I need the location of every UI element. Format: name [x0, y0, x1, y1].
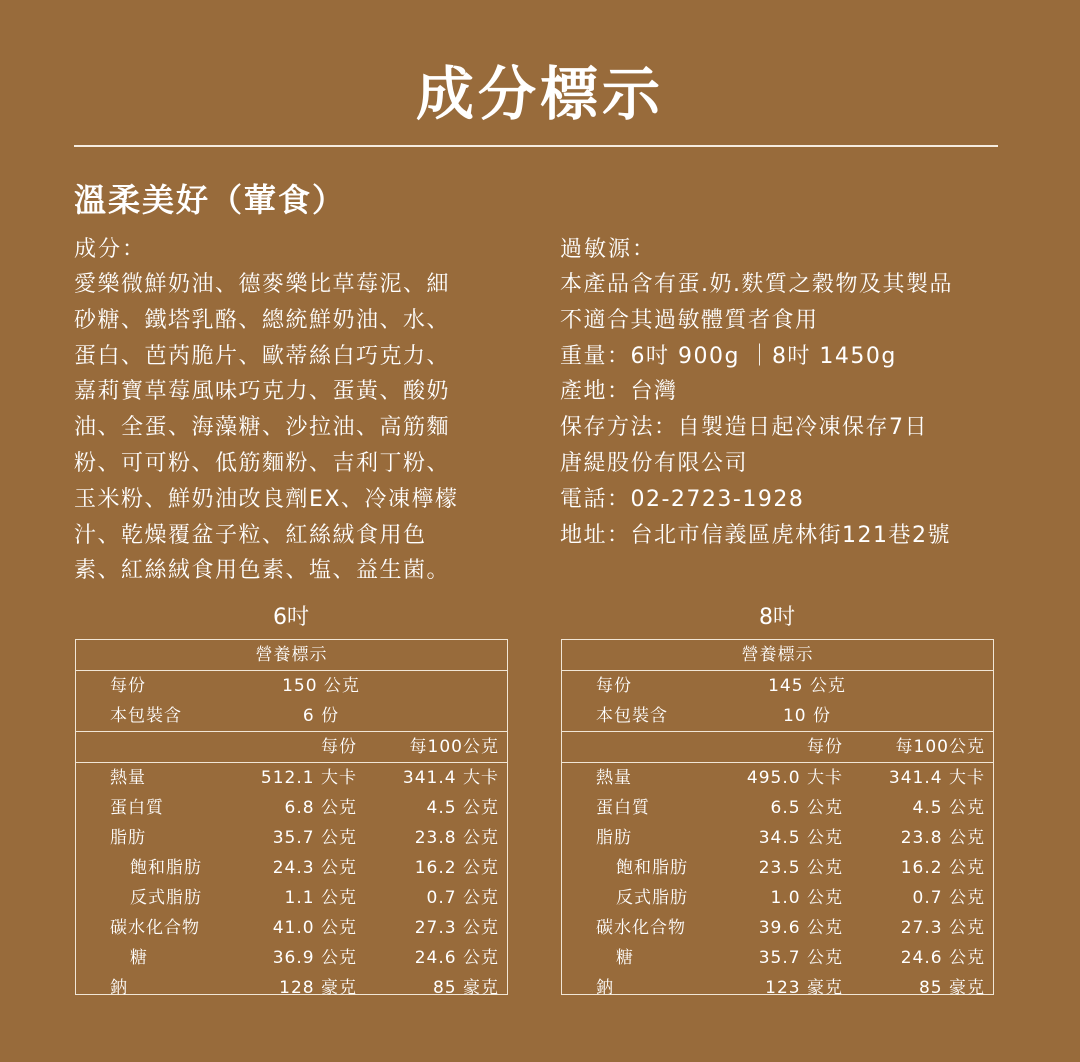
nutrient-name: 飽和脂肪	[616, 858, 688, 878]
pack-row	[76, 701, 507, 732]
per-serving-value: 23.5 公克	[758, 858, 843, 878]
nutrient-name: 飽和脂肪	[130, 858, 202, 878]
per-100g-value: 85 豪克	[432, 978, 499, 998]
per-100g-value: 16.2 公克	[900, 858, 985, 878]
serving-value: 150 公克	[282, 676, 360, 696]
per-100g-value: 0.7 公克	[426, 888, 499, 908]
origin-line: 產地：台灣	[560, 379, 678, 405]
per-serving-value: 512.1 大卡	[260, 768, 357, 788]
pack-label: 本包裝含	[110, 706, 182, 726]
table-row	[76, 913, 507, 943]
product-name: 溫柔美好（葷食）	[74, 181, 347, 219]
per-100g-value: 27.3 公克	[414, 918, 499, 938]
per-100g-value: 24.6 公克	[414, 948, 499, 968]
per-100g-value: 85 豪克	[918, 978, 985, 998]
allergen-section	[560, 233, 1020, 553]
table-row	[76, 793, 507, 823]
per-serving-value: 36.9 公克	[272, 948, 357, 968]
nutrient-name: 熱量	[596, 768, 632, 788]
table-row	[76, 823, 507, 853]
table-row	[76, 943, 507, 973]
table-row	[562, 943, 993, 973]
per-100g-header: 每100公克	[409, 737, 499, 757]
nutrition-table-8	[561, 639, 994, 998]
per-100g-value: 27.3 公克	[900, 918, 985, 938]
serving-row	[562, 671, 993, 701]
per-serving-value: 34.5 公克	[758, 828, 843, 848]
ingredients-line: 蛋白、芭芮脆片、歐蒂絲白巧克力、	[74, 343, 451, 369]
allergen-line: 本產品含有蛋.奶.麩質之穀物及其製品	[560, 272, 953, 297]
ingredients-line: 汁、乾燥覆盆子粒、紅絲絨食用色	[74, 522, 427, 548]
table-row	[562, 883, 993, 913]
nutrient-name: 反式脂肪	[616, 888, 688, 908]
serving-label: 每份	[110, 676, 146, 696]
nutrient-name: 脂肪	[110, 828, 146, 848]
ingredients-line: 粉、可可粉、低筋麵粉、吉利丁粉、	[74, 450, 451, 476]
per-100g-value: 4.5 公克	[426, 798, 499, 818]
nutrient-name: 糖	[616, 948, 634, 968]
per-serving-header: 每份	[321, 737, 357, 757]
per-serving-header: 每份	[807, 737, 843, 757]
ingredients-line: 素、紅絲絨食用色素、塩、益生菌。	[74, 558, 451, 584]
per-100g-value: 16.2 公克	[414, 858, 499, 878]
per-100g-value: 23.8 公克	[414, 828, 499, 848]
column-header-row	[562, 732, 993, 763]
ingredients-line: 愛樂微鮮奶油、德麥樂比草莓泥、細	[74, 272, 451, 297]
company-name: 唐緹股份有限公司	[560, 450, 749, 476]
serving-label: 每份	[596, 676, 632, 696]
serving-row	[76, 671, 507, 701]
ingredients-section	[74, 233, 514, 589]
table-row	[76, 883, 507, 913]
title-divider	[74, 145, 998, 147]
table-row	[562, 823, 993, 853]
per-100g-value: 341.4 大卡	[888, 768, 985, 788]
table-row	[562, 793, 993, 823]
nutrient-name: 鈉	[596, 978, 614, 998]
nutrition-header: 營養標示	[76, 640, 507, 671]
page-title: 成分標示	[415, 60, 664, 128]
per-serving-value: 128 豪克	[279, 978, 357, 998]
per-serving-value: 35.7 公克	[758, 948, 843, 968]
nutrition-table-6	[75, 639, 508, 998]
allergen-heading: 過敏源：	[560, 237, 657, 262]
table-row	[76, 973, 507, 1003]
size-label-6: 6吋	[273, 605, 309, 630]
table-row	[76, 853, 507, 883]
nutrient-name: 熱量	[110, 768, 146, 788]
nutrient-name: 鈉	[110, 978, 128, 998]
column-header-row	[76, 732, 507, 763]
per-100g-value: 24.6 公克	[900, 948, 985, 968]
per-serving-value: 1.1 公克	[284, 888, 357, 908]
nutrient-name: 碳水化合物	[596, 918, 686, 938]
serving-value: 145 公克	[768, 676, 846, 696]
pack-value: 6 份	[302, 706, 340, 726]
per-100g-value: 4.5 公克	[912, 798, 985, 818]
nutrient-name: 碳水化合物	[110, 918, 200, 938]
per-100g-header: 每100公克	[895, 737, 985, 757]
table-row	[562, 973, 993, 1003]
size-label-8: 8吋	[759, 605, 795, 630]
pack-value: 10 份	[782, 706, 832, 726]
ingredients-heading: 成分：	[74, 237, 147, 262]
pack-label: 本包裝含	[596, 706, 668, 726]
ingredients-line: 嘉莉寶草莓風味巧克力、蛋黃、酸奶	[74, 379, 451, 405]
per-serving-value: 24.3 公克	[272, 858, 357, 878]
table-row	[562, 853, 993, 883]
per-100g-value: 341.4 大卡	[402, 768, 499, 788]
per-100g-value: 0.7 公克	[912, 888, 985, 908]
nutrient-name: 蛋白質	[110, 798, 164, 818]
phone-line: 電話：02-2723-1928	[560, 486, 805, 512]
nutrient-name: 糖	[130, 948, 148, 968]
address-line: 地址：台北市信義區虎林街121巷2號	[560, 522, 951, 548]
per-serving-value: 123 豪克	[765, 978, 843, 998]
nutrient-name: 脂肪	[596, 828, 632, 848]
per-serving-value: 6.8 公克	[284, 798, 357, 818]
ingredients-text	[74, 267, 514, 589]
per-serving-value: 6.5 公克	[770, 798, 843, 818]
per-serving-value: 41.0 公克	[272, 918, 357, 938]
ingredients-line: 玉米粉、鮮奶油改良劑EX、冷凍檸檬	[74, 486, 459, 512]
ingredients-line: 油、全蛋、海藻糖、沙拉油、高筋麵	[74, 415, 451, 441]
per-serving-value: 495.0 大卡	[746, 768, 843, 788]
table-row	[562, 913, 993, 943]
table-row	[76, 763, 507, 793]
storage-line: 保存方法：自製造日起冷凍保存7日	[560, 415, 928, 441]
weight-line: 重量：6吋 900g ｜8吋 1450g	[560, 343, 897, 369]
pack-row	[562, 701, 993, 732]
table-row	[562, 763, 993, 793]
nutrient-name: 反式脂肪	[130, 888, 202, 908]
per-serving-value: 35.7 公克	[272, 828, 357, 848]
nutrition-header: 營養標示	[562, 640, 993, 671]
ingredients-line: 砂糖、鐵塔乳酪、總統鮮奶油、水、	[74, 307, 451, 333]
per-serving-value: 39.6 公克	[758, 918, 843, 938]
per-serving-value: 1.0 公克	[770, 888, 843, 908]
per-100g-value: 23.8 公克	[900, 828, 985, 848]
nutrient-name: 蛋白質	[596, 798, 650, 818]
allergen-line: 不適合其過敏體質者食用	[560, 307, 819, 333]
